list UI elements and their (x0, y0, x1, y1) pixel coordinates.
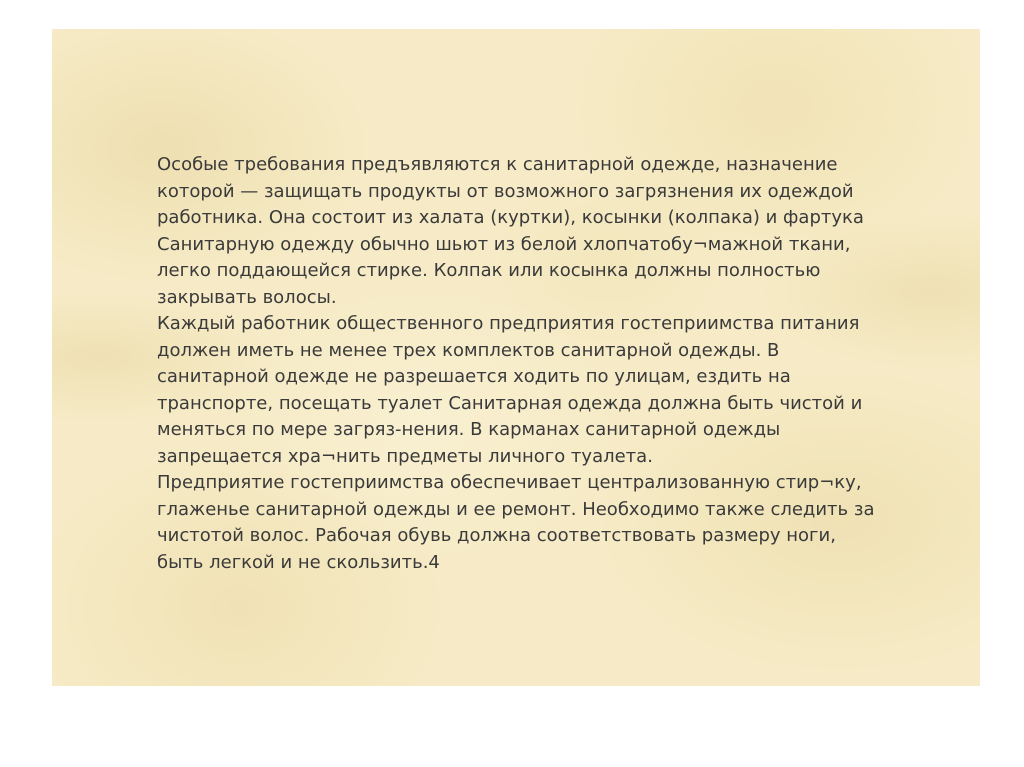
text-line: работника. Она состоит из халата (куртки), косынки (колпака) и фартука (157, 207, 864, 228)
text-line: Каждый работник общественного предприятия гостеприимства питания (157, 313, 860, 334)
text-line: запрещается хра¬нить предметы личного туалета. (157, 445, 653, 467)
text-line: закрывать волосы. (157, 286, 337, 308)
text-line: Предприятие гостеприимства обеспечивает централизованную стир¬ку, (157, 472, 862, 493)
text-line: глаженье санитарной одежды и ее ремонт. Необходимо также следить за (157, 498, 875, 520)
text-line: быть легкой и не скользить.4 (157, 551, 440, 573)
text-line: транспорте, посещать туалет Санитарная одежда должна быть чистой и (157, 392, 863, 414)
text-line: меняться по мере загряз-нения. В карманах санитарной одежды (157, 419, 781, 440)
text-line: Санитарную одежду обычно шьют из белой хлопчатобу¬мажной ткани, (157, 233, 851, 255)
text-line: Особые требования предъявляются к санитарной одежде, назначение (157, 154, 838, 175)
text-line: санитарной одежде не разрешается ходить по улицам, ездить на (157, 366, 791, 387)
text-line: должен иметь не менее трех комплектов санитарной одежды. В (157, 339, 780, 361)
slide-body-text (157, 152, 917, 576)
text-line: легко поддающейся стирке. Колпак или косынка должны полностью (157, 260, 821, 281)
text-line: чистотой волос. Рабочая обувь должна соответствовать размеру ноги, (157, 525, 836, 546)
slide-background (52, 29, 980, 686)
text-line: которой — защищать продукты от возможного загрязнения их одеждой (157, 180, 854, 202)
